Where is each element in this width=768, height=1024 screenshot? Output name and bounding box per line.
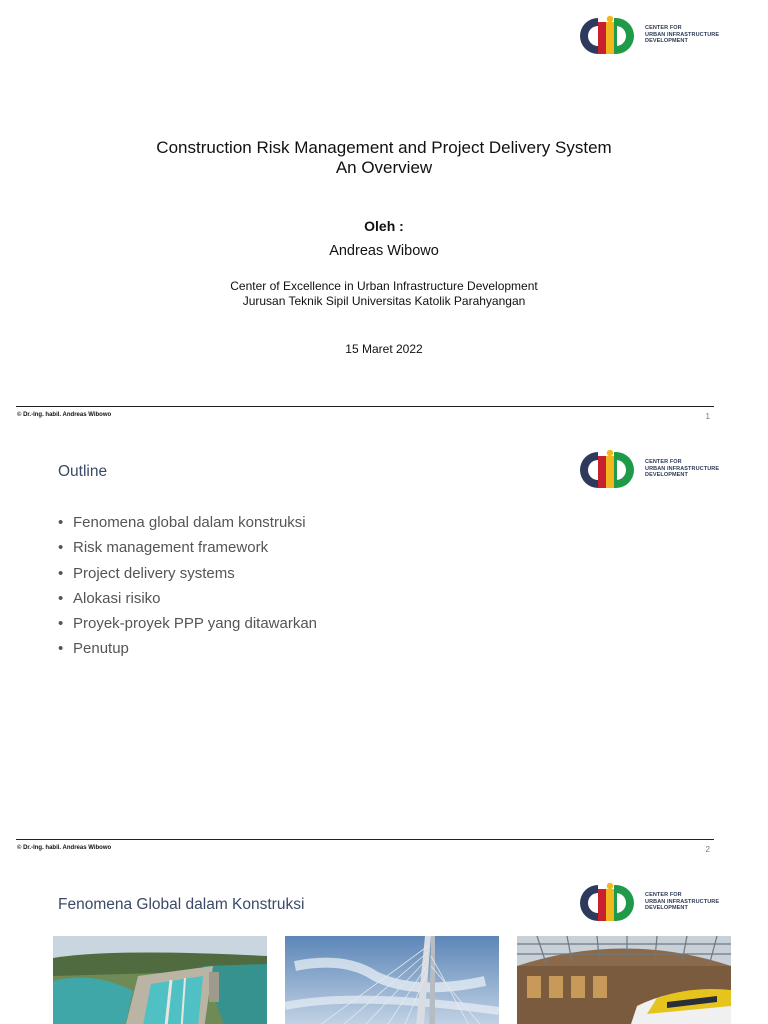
affiliation-line-1: Center of Excellence in Urban Infrastructure Development — [230, 279, 538, 293]
presentation-date: 15 Maret 2022 — [345, 342, 423, 356]
train-station-photo — [517, 936, 731, 1024]
slide-title: Outline — [58, 463, 108, 480]
affiliation — [0, 279, 768, 309]
author-name: Andreas Wibowo — [329, 243, 439, 259]
cuid-logo — [576, 448, 724, 492]
page-number: 1 — [705, 412, 710, 421]
footer-divider — [16, 839, 714, 840]
list-item: • Penutup — [58, 640, 129, 658]
logo-wordmark: CENTER FOR URBAN INFRASTRUCTURE DEVELOPMENT — [645, 892, 720, 911]
footer-copyright: © Dr.-Ing. habil. Andreas Wibowo — [17, 412, 112, 418]
cuid-logo-mark — [576, 448, 644, 492]
cuid-logo-mark — [576, 14, 644, 58]
logo-wordmark: CENTER FOR URBAN INFRASTRUCTURE DEVELOPMENT — [645, 459, 720, 478]
page-number: 2 — [705, 845, 710, 854]
list-item: • Alokasi risiko — [58, 589, 161, 607]
title-slide — [0, 0, 768, 432]
bridge-photo — [285, 936, 499, 1024]
list-item: • Fenomena global dalam konstruksi — [58, 514, 306, 531]
title-line-1: Construction Risk Management and Project Delivery System — [156, 138, 612, 157]
affiliation-line-2: Jurusan Teknik Sipil Universitas Katolik Parahyangan — [242, 294, 526, 308]
canal-locks-photo — [53, 936, 267, 1024]
by-label: Oleh : — [364, 218, 404, 234]
list-item: • Risk management framework — [58, 539, 269, 557]
logo-wordmark: CENTER FOR URBAN INFRASTRUCTURE DEVELOPMENT — [645, 25, 720, 44]
cuid-logo — [576, 14, 724, 58]
slide-title: Fenomena Global dalam Konstruksi — [58, 896, 305, 913]
presentation-title — [0, 138, 768, 178]
list-item: • Project delivery systems — [58, 564, 235, 582]
cuid-logo-mark — [576, 881, 644, 925]
global-phenomena-slide — [0, 864, 768, 1024]
cuid-logo — [576, 881, 724, 925]
list-item: • Proyek-proyek PPP yang ditawarkan — [58, 615, 318, 633]
outline-slide — [0, 432, 768, 864]
outline-list — [58, 510, 317, 662]
title-line-2: An Overview — [335, 158, 433, 177]
footer-divider — [16, 406, 714, 407]
footer-copyright: © Dr.-Ing. habil. Andreas Wibowo — [17, 845, 112, 851]
